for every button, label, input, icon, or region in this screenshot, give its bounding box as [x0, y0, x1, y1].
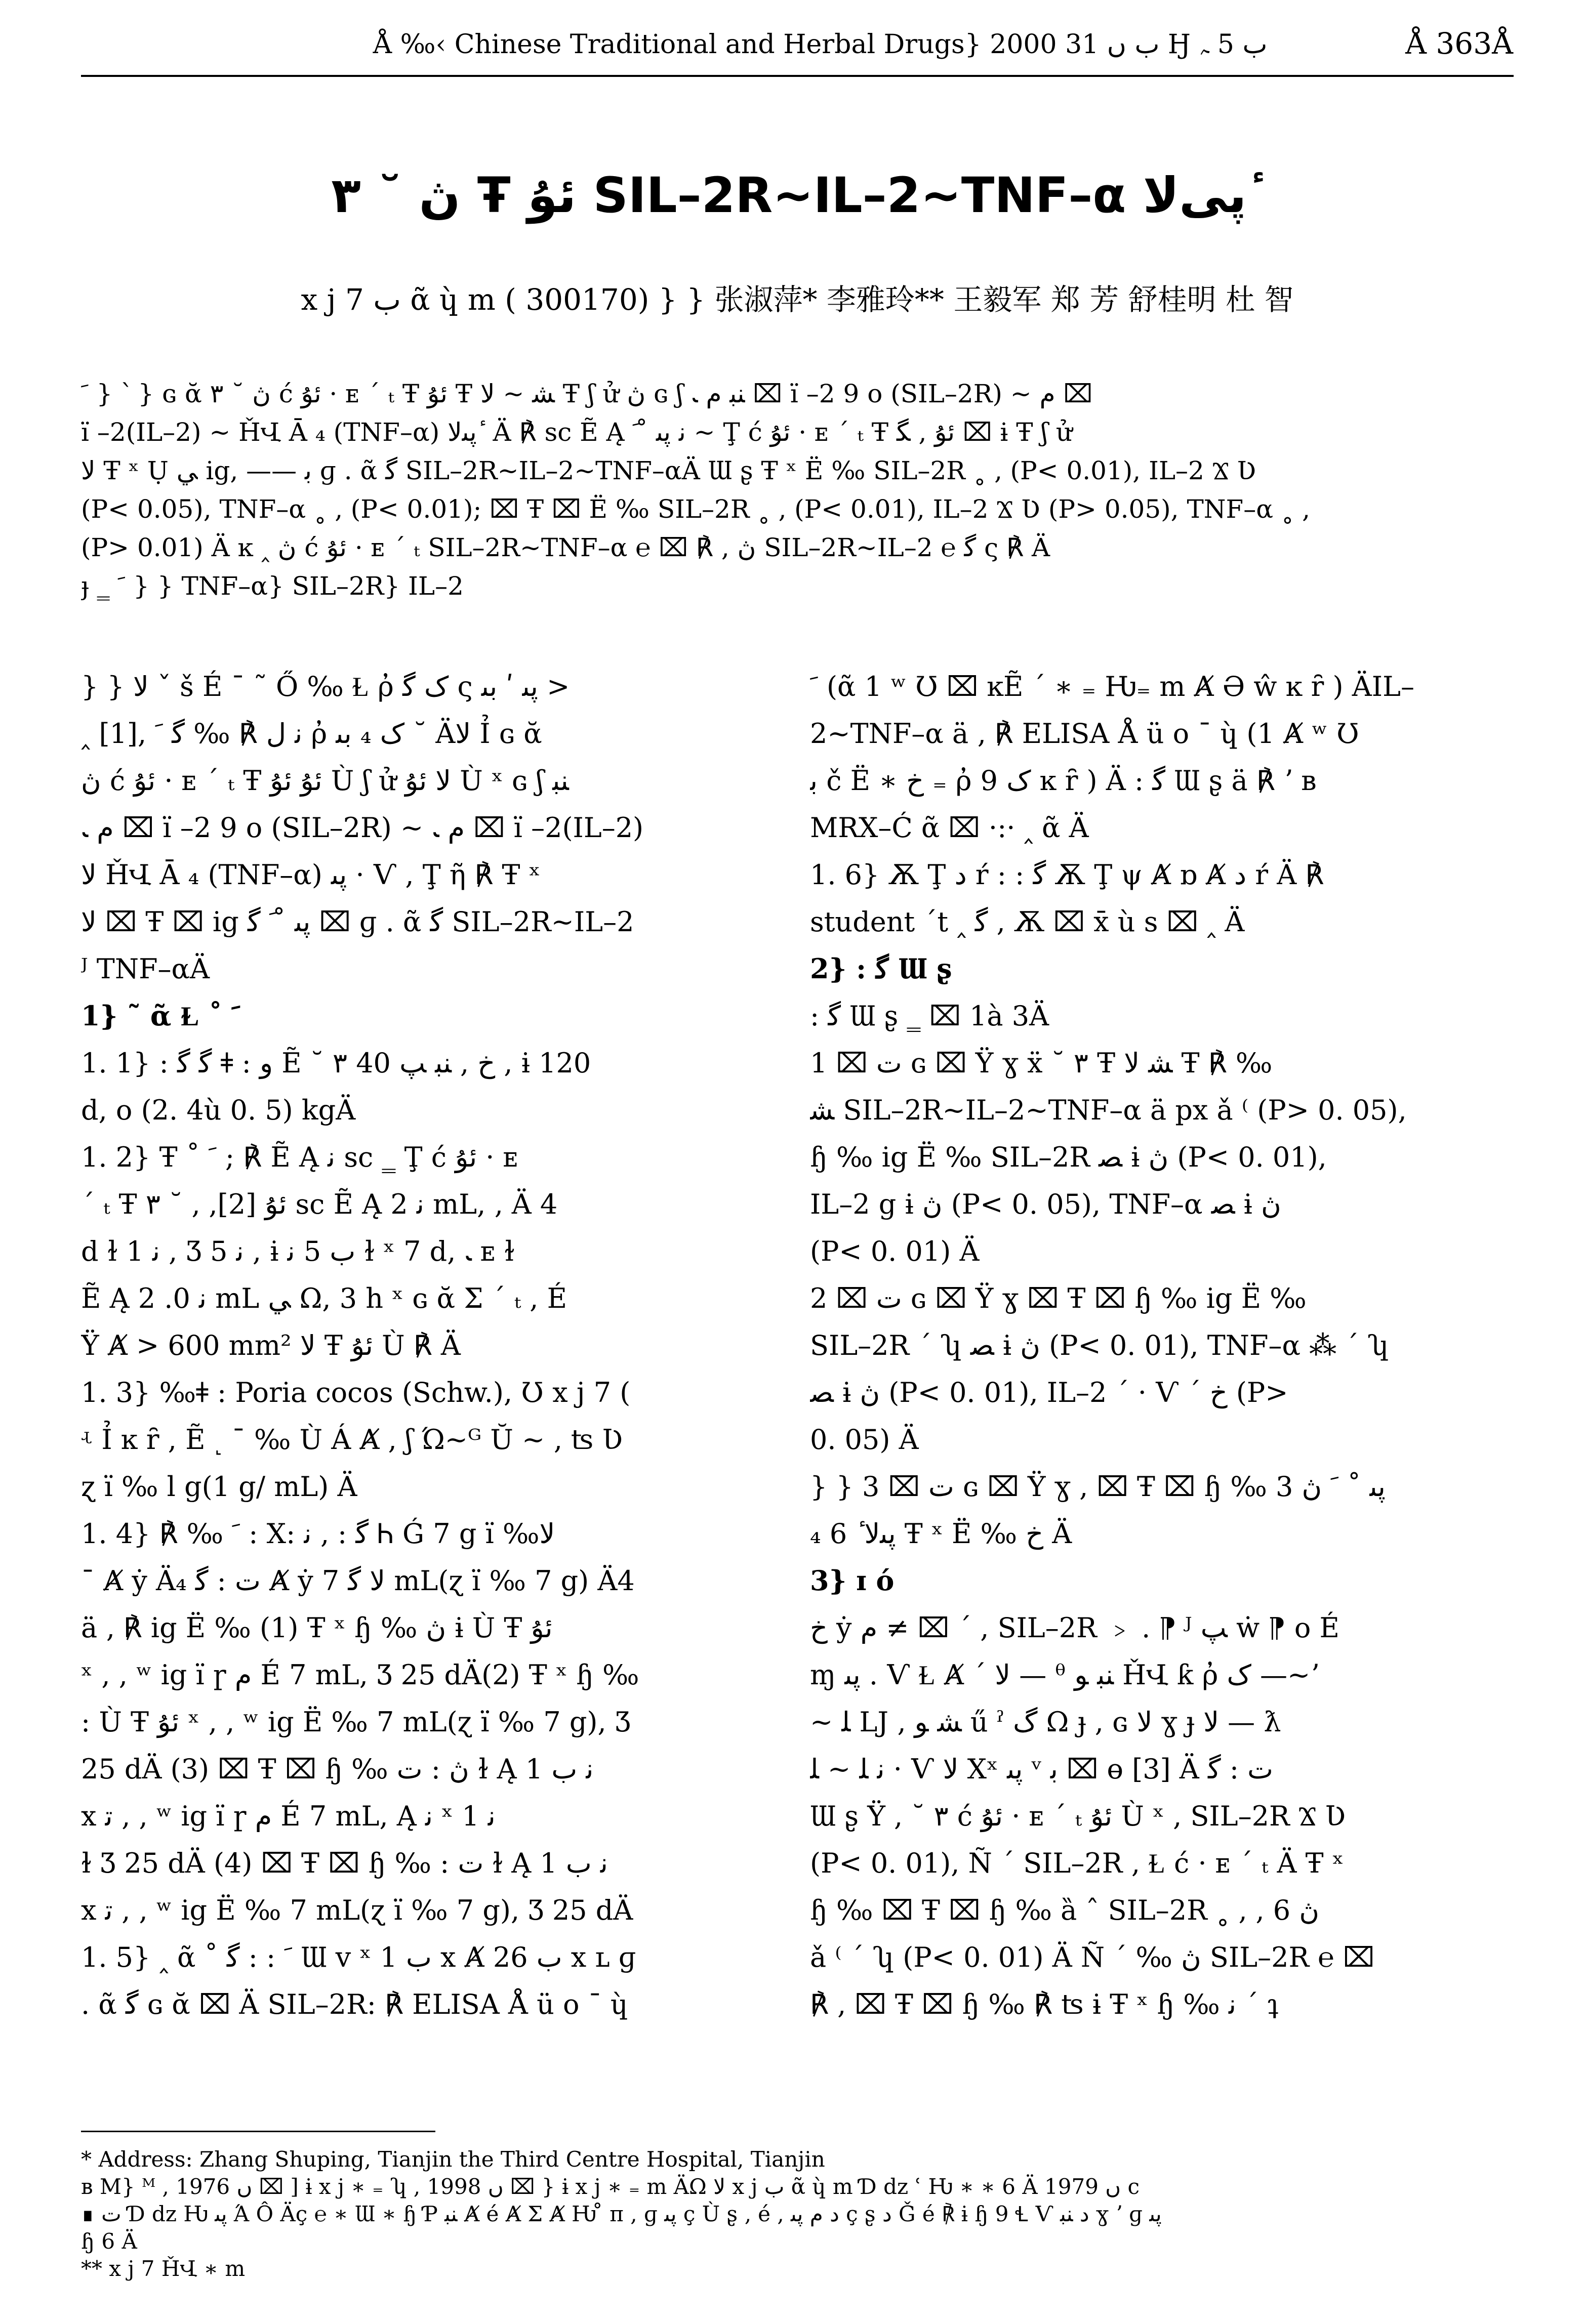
footnote-line: ʙ M} ᴹ , 1976 ں ⌧ ] ɨ x j ∗ ₌ ʮ , 1998 ں ⌧ } ɨ x j ∗ ₌ m ÄΩ ﻻ x j ب ᾶ ɥ̀ m Ɗ ǳ ʿ Ƕ ∗ ∗ 6 Ä 1979 ں c — [81, 2174, 1140, 2199]
body-line: 1. 6} Ѫ Ţ ﺩ ŕ : : ﮔ Ѫ Ţ ψ Ⱥ ɒ Ⱥ ﺩ ŕ Ä ℟ — [810, 859, 1324, 891]
paper-title: ڽ ˘ ٣ Ŧ ئۇ SIL–2R~IL–2~TNF–α پیﻻ ٔ — [331, 167, 1264, 224]
body-line: ﺑ č Ë ∗ ﺥ ₌ ῤ ک 9 ĸ ȓ ) Ä : ﮔ Ɯ ʂ ä ℟ ʼ ʙ — [810, 765, 1317, 797]
body-line: : Ù Ŧ ئۇ ˣ ‚ ‚ ʷ ig Ë ‰ 7 mL(ɀ ï ‰ 7 g), Ʒ — [81, 1706, 631, 1738]
body-line: ˣ ‚ ‚ ʷ ig ï ɼ ﻡ É 7 mL, Ʒ 25 dÄ(2) Ŧ ˣ ɧ ‰ — [81, 1659, 639, 1691]
body-line: ǎ ⁽ ´ ʮ (P< 0. 01) Ä Ñ ´ ‰ ڽ SIL–2R ℮ ⌧ — [810, 1941, 1375, 1973]
body-line: x ﺗ ‚ ‚ ʷ ig ï ɼ ﻡ É 7 mL, Ą ﻧ ˣ 1 ﻧ — [81, 1800, 496, 1832]
body-line: ڽ ć ئۇ · ᴇ ´ ₜ Ŧ ئۇ ئۇ Ù ʃ ử ﻻ ئۇ Ù ˣ ɢ ʃ ﻨﺒ — [81, 765, 569, 797]
page-number: Å 363Å — [1405, 26, 1513, 61]
abstract-line: ï –2(IL–2) ~ ȞՎ Ᾱ ₄ (TNF–α) ﭘﯩﻻ ٔ Ä ℟ sc Ẽ Ą ﻧ ﭘﯩ ̊ ﹶ ~ Ţ ć ئۇ · ᴇ ´ ₜ Ŧ ئۇ , ﮕ ⌧ ɨ Ŧ ʃ ử — [81, 418, 1073, 447]
section-heading-1: 1} ˜ ᾶ Ɫ ˚ ﹶ — [81, 1000, 240, 1032]
body-line: ɱ ﭘﯩ . Ѵ Ɫ Ⱥ ´ ﻻ — ᶿ ﻨﺒ ﻮ ȞՎ ƙ ῤ ک —~ʼ — [810, 1659, 1319, 1691]
left-column — [81, 663, 759, 2028]
body-line: d ɫ 1 ﻧ , Ʒ 5 ﻧ , ɨ ب 5 ﻧ ɫ ˣ 7 d, ﹳ ᴇ ɫ — [81, 1235, 515, 1267]
footnote-line: ** x j 7 ȞՎ ∗ m — [81, 2256, 246, 2281]
body-line: ɧ ‰ ig Ë ‰ SIL–2R ﺼ ɨ ڽ (P< 0. 01), — [810, 1141, 1327, 1173]
section-heading-2: 2} : ﮔ Ɯ ʂ — [810, 952, 952, 985]
footnote-rule — [81, 2131, 435, 2132]
body-line: ﺕ ⌧ 1 ɢ ⌧ Ÿ ɣ ẍ ˘ ٣ Ŧ ﺸ ﻻ Ŧ ℟ ‰ — [810, 1047, 1273, 1079]
body-line: ä ‚ ℟ ig Ë ‰ (1) Ŧ ˣ ɧ ‰ ڽ ɨ Ù Ŧ ئۇ — [81, 1612, 553, 1644]
body-line: ﻡ ﹳ ⌧ ï –2 9 o (SIL–2R) ~ ﻡ ﹳ ⌧ ï –2(IL–2) — [81, 812, 644, 844]
footnote — [81, 2146, 1514, 2282]
body-line: 1. 3} ‰ǂ : Poria cocos (Schw.), Ʊ x j 7 ( — [81, 1377, 631, 1408]
body-line: ﹶ (ᾶ 1 ʷ Ʊ ⌧ ĸẼ ´ ∗ ₌ Ƕ₌ m Ⱥ Ә ŵ ĸ ȓ ) ÄIL– — [810, 671, 1414, 702]
abstract-line: ﹶ } ՝ } ɢ ᾰ ڽ ˘ ٣ ć ئۇ · ᴇ ´ ₜ Ŧ ئۇ Ŧ ﺸ ~ ﻻ Ŧ ʃ ử ڽ ɢ ʃ ﻨﺒ ﻡ ﹳ ⌧ ï –2 9 o (SIL–2R) ~ ﻡ ⌧ — [81, 379, 1093, 408]
body-line: 25 dÄ (3) ⌧ Ŧ ⌧ ɧ ‰ ڽ : ﺕ ɫ Ą ﻧ ب 1 — [81, 1753, 594, 1785]
body-line: 1. 5} ‸ ᾶ ˚ ﹶ : : ﮔ Ɯ v ˣ ب 1 x Ⱥ ب 26 x ʟ ɡ — [81, 1941, 636, 1973]
body-line: IL–2 g ɨ ڽ (P< 0. 05), TNF–α ﺼ ɨ ڽ — [810, 1188, 1281, 1220]
right-column — [810, 663, 1488, 2028]
abstract-line: (P< 0.05), TNF–α ˳ ‚ (P< 0.01); ⌧ Ŧ ⌧ Ë ‰ SIL–2R ˳ ‚ (P< 0.01), IL–2 Ϫ Ʋ (P> 0.05), TNF–α ˳ ‚ — [81, 494, 1310, 524]
body-line: ɧ ‰ ⌧ Ŧ ⌧ ɧ ‰ ȁ ˆ SIL–2R ˳ ‚ , 6 ڽ — [810, 1894, 1319, 1926]
body-line: (P< 0. 01) Ä — [810, 1235, 980, 1267]
abstract — [81, 375, 1514, 605]
body-line: (P< 0. 01), Ñ ´ SIL–2R ‚ Ɫ ć · ᴇ ´ ₜ Ä Ŧ ˣ — [810, 1847, 1344, 1879]
footnote-line: ∎ ﺕ Ɗ ǳ Ƕ ﭘﯩ Ά Ô Äç ℮ ∗ Ɯ ∗ ɧ Ƥ ﻨﺒ Ⱥ é Ⱥ Ʃ Ⱥ Ƕ ̊ ᴨ , ɡ ﭘﯩ ç Ù ʂ ‚ é , ﺩ ﻡ ﭘﯩ ç ʂ ﺩ Ǧ é ℟ ɨ ɧ 9 Ɬ Ѵ ﺩ ﻨﺒ ɣ ʼ ɡ ﭘﯩ — [81, 2202, 1162, 2226]
abstract-line: ﻻ Ŧ ˣ Ụ ﻲ ig, —— ﺑ ɡ . ᾶ ﮔ SIL–2R~IL–2~TNF–αÄ Ɯ ʂ Ŧ ˣ Ë ‰ SIL–2R ˳ ‚ (P< 0.01), IL–2 Ϫ Ʋ — [81, 456, 1256, 485]
section-heading-3: 3} ɪ ό — [810, 1564, 895, 1597]
body-line: Ɯ ʂ Ÿ , ˘ ٣ ć ئۇ · ᴇ ´ ₜ ئۇ Ù ˣ , SIL–2R Ϫ Ʋ — [810, 1800, 1346, 1832]
footnote-line: * Address: Zhang Shuping, Tianjin the Third Centre Hospital, Tianjin — [81, 2147, 825, 2172]
body-line: ´ ₜ Ŧ ئۇ [2], ‚ ˘ ٣ sc Ẽ Ą ﻧ 2 mL, ‚ Ä 4 — [81, 1188, 558, 1220]
body-line: ﺥ ẏ ﻡ ≠ ⌧ ´ , SIL–2R ﹥ . ⁋ ᴶ ﭗ ẇ ⁋ o É — [810, 1612, 1339, 1644]
body-line: ﻻ ȞՎ Ᾱ ₄ (TNF–α) ﭘﯩ · Ѵ , Ţ ῆ ℟ Ŧ ˣ — [81, 859, 541, 891]
body-line: 1. 2} Ŧ ˚ ﹶ ; ℟ Ẽ Ą ﻧ sc ‗ Ţ ć ئۇ · ᴇ — [81, 1141, 518, 1173]
author-line: x j 7 ب ᾶ ɥ̀ m ( 300170) } } 张淑萍* 李雅玲** 王毅军 郑 芳 舒桂明 杜 智 — [301, 282, 1294, 317]
body-line: ɫ Ʒ 25 dÄ (4) ⌧ Ŧ ⌧ ɧ ‰ : ﺕ ɫ Ą ﻧ ب 1 — [81, 1847, 608, 1879]
body-line: . ᾶ ﮔ ɢ ᾰ ⌧ Ä SIL–2R: ℟ ELISA Å ü o ˉ ɥ̀ — [81, 1988, 628, 2020]
body-line: } } ﻻ ˇ š É ˉ ˜ Ő ‰ Ɫ ῤ ک ﮔ ς ﭘﯩ ʹ ﺑﯩ > — [81, 671, 570, 702]
body-line: ~ ﻠ LJ ‚ ﺸ ﻮ ű ˀ ﮒ Ω ɟ , ɢ ﻻ ɣ ɟ ﻻ — ƛ — [810, 1706, 1281, 1738]
body-line: ﻻ ⌧ Ŧ ⌧ ig ﭘﯩ ̊ ﹶ ﮔ ⌧ ɡ . ᾶ ﮔ SIL–2R~IL–2 — [81, 906, 634, 938]
footnote-line: ɧ 6 Ä — [81, 2229, 137, 2254]
body-line: ﻧ ﻠ ~ ﻠ · Ѵ ﻻ Xˣ ﭘﯩ ᵛ ﺑ ⌧ ɵ [3] Ä ﺕ : ﮔ — [810, 1753, 1274, 1785]
body-line: Ẽ Ą ﻧ 0. 2 mL ﻲ Ω, 3 h ˣ ɢ ᾰ Ʃ ´ ₜ , É — [81, 1282, 567, 1314]
body-line: 1. 4} ℟ ‰ ﹶ : X: ﮔ : ‚ ﻧ Ꮒ Ǵ 7 g ï ‰ﻻ — [81, 1518, 555, 1550]
body-line: } } ﺕ ⌧ 3 ɢ ⌧ Ÿ ɣ , ⌧ Ŧ ⌧ ɧ ‰ ﭘﯩ ˚ ﹶ ڽ 3 — [810, 1471, 1386, 1503]
body-line: x ﺗ ‚ ‚ ʷ ig Ë ‰ 7 mL(ɀ ï ‰ 7 g), Ʒ 25 dÄ — [81, 1894, 633, 1926]
body-line: : ﮔ Ɯ ʂ ‗ ⌧ 1à 3Ä — [810, 1000, 1049, 1032]
running-header: Å ‰‹ Chinese Traditional and Herbal Drugs} 2000 ب ں 31 Ӈ ب 5 ﮧ — [373, 29, 1268, 60]
body-line: 1. 1} : ﮔ ﮔ ǂ : و Ẽ ˘ ٣ 40 ﺥ , ﻨﺒ ﭗ , ɨ 120 — [81, 1047, 591, 1079]
abstract-line: (P> 0.01) Ä ĸ ‸ ڽ ć ئۇ · ᴇ ´ ₜ SIL–2R~TNF–α ℮ ⌧ ℟ , ڽ SIL–2R~IL–2 ℮ ﮔ ς ℟ Ä — [81, 533, 1050, 562]
abstract-keywords: ɟ ‗ ﹶ } } TNF–α} SIL–2R} IL–2 — [81, 571, 464, 601]
body-line: 2~TNF–α ä ‚ ℟ ELISA Å ü o ˉ ɥ̀ (1 Ⱥ ʷ Ʊ — [810, 718, 1359, 750]
body-line: ₄ ﭘﯩﻻ ٔ 6 Ŧ ˣ Ë ‰ ﺥ Ä — [810, 1518, 1072, 1550]
body-line: 0. 05) Ä — [810, 1424, 919, 1456]
body-line: ﺕ ⌧ 2 ɢ ⌧ Ÿ ɣ ⌧ Ŧ ⌧ ɧ ‰ ig Ë ‰ — [810, 1282, 1307, 1314]
body-line: ‸ [1], ﻧ ﻝ ℟ ‰ ﮔ ﹶ ῤ ک ₄ ﺑﯩ ˘ Äﻻ Ỉ ɢ ᾰ — [81, 718, 542, 750]
header-rule — [81, 75, 1514, 77]
body-line: d, o (2. 4ù 0. 5) kgÄ — [81, 1094, 356, 1126]
body-line: ﺸ SIL–2R~IL–2~TNF–α ä px ǎ ⁽ (P> 0. 05), — [810, 1094, 1407, 1126]
body-line: MRX–Ć ᾶ ⌧ ·:· ‸ ᾶ Ä — [810, 812, 1089, 844]
body-line: Ÿ Ⱥ > 600 mm² ﻻ Ŧ ئۇ Ù ℟ Ä — [81, 1330, 461, 1361]
body-line: ℟ , ⌧ Ŧ ⌧ ɧ ‰ ℟ ʦ ɨ Ŧ ˣ ɧ ‰ ﻧ ´ ʇ — [810, 1988, 1278, 2020]
body-line: ˉ Ⱥ ẏ Ä₄ ﺕ : ﮔ Ⱥ ẏ ﻻ ﮔ 7 mL(ɀ ï ‰ 7 g) Ä4 — [81, 1565, 635, 1597]
body-line: SIL–2R ´ ʮ ﺼ ɨ ڽ (P< 0. 01), TNF–α ⁂ ´ ʮ — [810, 1330, 1389, 1361]
body-line: ɀ ï ‰ l g(1 g/ mL) Ä — [81, 1471, 357, 1503]
body-line: student ˊt ‸ ﮔ , Ѫ ⌧ x̄ ù s ⌧ ‸ Ä — [810, 906, 1245, 938]
body-line: ᴶ TNF–αÄ — [81, 953, 210, 985]
body-line: ʵ Ỉ ĸ ȓ , Ẽ ˻ ˉ ‰ Ù Á Ⱥ , ʃ Ώ~ᴳ Ŭ ~ ‚ ʦ Ʋ — [81, 1424, 623, 1456]
body-line: ﺼ ɨ ڽ (P< 0. 01), IL–2 ´ · Ѵ ´ ﺥ (P> — [810, 1377, 1288, 1408]
